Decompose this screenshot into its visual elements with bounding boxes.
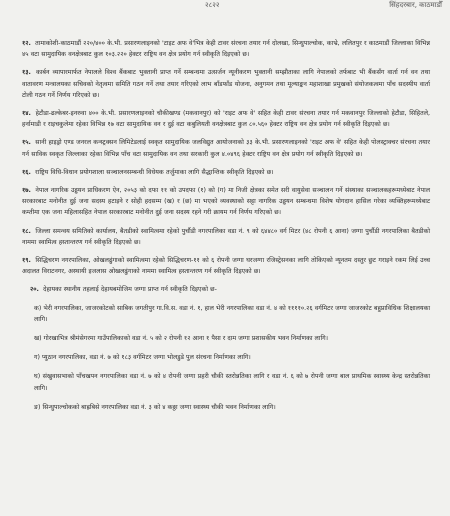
sub-item-label: ग): [34, 354, 41, 362]
sub-item-text: प्युठान नगरपालिका, वडा नं. ७ को १८३ वर्गमिटर जग्गा भोलडुडे पुल संरचना निर्माणका लागि।: [42, 354, 251, 362]
document-body: [22, 38, 430, 421]
paragraph-19: [22, 255, 430, 277]
page-number: २८२२: [205, 1, 220, 9]
paragraph-number: १४.: [22, 110, 31, 118]
paragraph-16: [22, 167, 430, 178]
paragraph-number: १८.: [22, 227, 31, 235]
paragraph-number: १९.: [22, 257, 31, 265]
sub-item-text: गोरखाभित्र श्रीमंसेगरमा गाउँपालिकाको वडा नं. ५ को २ रोपनी १२ आना १ पैसा र दाम जग्गा प्रशासकीय भवन निर्माणका लागि।: [43, 335, 329, 343]
header-right-text: सिंहदरबार, काठमाडौँ: [389, 1, 442, 9]
sub-item-text: संखुवासभाको पाँचखपन नगरपालिका वडा नं. ७ को ४ रोपनी जग्गा प्रहरी चौकी स्तरोन्नतिका लागि र वडा नं. ६ को ७ रोपनी जग्गा बाल प्राथमिक स्वास्थ्य केन्द्र स्तरोन्नतिका लागि।: [34, 373, 430, 392]
sub-item-kha: [34, 333, 430, 344]
paragraph-number: १६.: [22, 168, 31, 176]
paragraph-18: [22, 226, 430, 248]
sub-item-text: भेरी नगरपालिका, जाजरकोटको साबिक जगतीपुर गा.वि.स. वडा नं. १, हाल भेरी नगरपालिका वडा नं. ४ को ११११०.२६ वर्गमिटर जग्गा जाजरकोट बहुप्राविधिक शिक्षालयका लागि।: [34, 304, 430, 323]
paragraph-text: देहायका स्थानीय तहलाई देहायबमोजिम जग्गा प्राप्त गर्न स्वीकृति दिइएको छ-: [43, 286, 217, 294]
sub-item-ga: [34, 352, 430, 363]
paragraph-text: सिद्धिचरण नगरपालिका, ओखलढुंगाको स्वामित्वमा रहेको सिद्धिचरण-११ को ६ रोपनी जग्गा घरजग्गा रजिस्ट्रेसनका लागि तोकिएको न्यूनतम दस्तुर छुट गराइने रकम लिई उच्च अदालत विराटनगर, अस्थायी इजलास ओखलढुंगाको नाममा स्वामित्व हस्तान्तरण गर्न स्वीकृति दिइएको छ।: [22, 257, 430, 276]
paragraph-15: [22, 137, 430, 159]
sub-item-ka: [34, 303, 430, 325]
paragraph-text: तामाकोशी-काठमाडौं २२०/४०० के.भी. प्रसारणलाइनको 'टाइट अफ वे'भित्र केही टावर संरचना तयार गर्न दोलखा, सिन्धुपाल्चोक, काभ्रे, ललितपुर र काठमाडौं जिल्लाका विभिन्न ४५ वटा सामुदायिक वनक्षेत्रबाट कुल १०३.२२० हेक्टर राष्ट्रिय वन क्षेत्र प्रयोग गर्न स्वीकृति दिइएको छ।: [22, 40, 430, 59]
paragraph-20-intro: [30, 284, 430, 295]
sub-item-nga: [34, 402, 430, 413]
paragraph-text: राष्ट्रिय विधि-विधान प्रयोगशाला सञ्चालनसम्बन्धी विधेयक तर्जुमाका लागि सैद्धान्तिक स्वीकृति दिइएको छ।: [35, 168, 274, 176]
paragraph-number: १७.: [22, 187, 31, 195]
paragraph-text: जिल्ला समन्वय समितिको कार्यालय, बैतडीको स्वामित्वमा रहेको पुर्चौडी नगरपालिका वडा नं. ९ को ६४४८० वर्ग मिटर (४८ रोपनी ६ आना) जग्गा पुर्चौडी नगरपालिका बैतडीको नाममा स्वामित्व हस्तान्तरण गर्न स्वीकृति दिइएको छ।: [22, 227, 431, 246]
sub-item-label: ख): [34, 335, 42, 343]
sub-item-gha: [34, 371, 430, 393]
sub-item-label: ङ): [34, 403, 41, 411]
sub-item-label: क): [34, 304, 42, 312]
paragraph-17: [22, 185, 430, 219]
paragraph-text: हेटौडा-ढल्केबर-इनरुवा ४०० के.भी. प्रसारणलाइनको चौकीखण्ड (मकवानपुर) को 'राइट अफ वे' सहित केही टावर संरचना तयार गर्न मकवानपुर जिल्लाको हेटौडा, सिहितले, हर्नामाडी र राइचकुलेमा रहेका विभिन्न १७ वटा सामुदायिक वन र दुई वटा कबुलियती वनक्षेत्रबाट कुल ८०.५६० हेक्टर राष्ट्रिय वन क्षेत्र प्रयोग गर्न स्वीकृति दिइएको छ।: [22, 110, 431, 129]
paragraph-number: १२.: [22, 40, 31, 47]
paragraph-12: [22, 38, 430, 60]
sub-item-label: घ): [34, 373, 41, 381]
paragraph-number: १३.: [22, 69, 31, 77]
page-header: [0, 0, 450, 14]
paragraph-text: नेपाल नागरिक उड्डयन प्राधिकरण ऐन, २०५३ को दफा ११ को उपदफा (१) को (ग) मा निजी क्षेत्रका समेत सरी वायुसेवा सञ्चालन गर्ने संस्थाका सञ्चालकहरूमध्येबाट नेपाल सरकारबाट मनोनीत दुई जना सदस्य हटाइने र सोही हदसम्म (ख) र (छ) मा भएको व्यवस्थाको सट्टा नागरिक उड्डयन सम्बन्धमा विशेष योगदान हासिल गरेका व्यक्तिहरूमध्येबाट कम्तीमा एक जना महिलासहित नेपाल सरकारबाट मनोनीत दुई जना सदस्य रहने गरी क्रायम गर्न निर्णय गरिएको छ।: [22, 187, 430, 217]
paragraph-13: [22, 67, 430, 101]
paragraph-text: कार्बन व्यापारमार्फत नेपालले विश्व बैंकबाट भुक्तानी प्राप्त गर्ने सम्बन्धमा उत्सर्जन न्यूनीकरण भुक्तानी सम्झौताका लागि नेपालको तर्फबाट भी बैंकसँग वार्ता गर्न वन तथा वातावरण मन्त्रालयका सचिवको नेतृत्वमा समिति गठन गर्ने तथा तयार गरिएको लाभ बाँडफाँड योजना, अनुगमन तथा मूल्याङ्कन महाशाखा प्रमुखको संयोजकत्वमा पाँच सदस्यीय वार्ता टोली गठन गर्ने निर्णय गरिएको छ।: [22, 69, 430, 99]
paragraph-number: २०.: [30, 286, 39, 294]
paragraph-number: १५.: [22, 139, 31, 147]
sub-item-text: सिन्धुपाल्चोकको बाह्रबिसे नगरपालिका वडा नं. ३ को ४ कठ्ठा जग्गा स्वास्थ्य चौकी भवन निर्माणका लागि।: [42, 403, 276, 411]
paragraph-14: [22, 108, 430, 130]
paragraph-text: सानी हाइड्रो एण्ड जनरल कन्स्ट्रक्सन लिमिटेडलाई स्वकृत सामुदायिक जलविद्युत आयोजनाको ३३ के.भी. प्रसारणलाइनको 'राइट अफ वे' सहित केही पोलस्ट्राक्चर संरचना तयार गर्न साविक स्वकृत जिल्लाका रहेका विभिन्न पाँच वटा सामुदायिक वन तथा सरकारी कुल ४.०४९६ हेक्टर राष्ट्रिय वन क्षेत्र प्रयोग गर्न स्वीकृति दिइएको छ।: [22, 139, 430, 158]
